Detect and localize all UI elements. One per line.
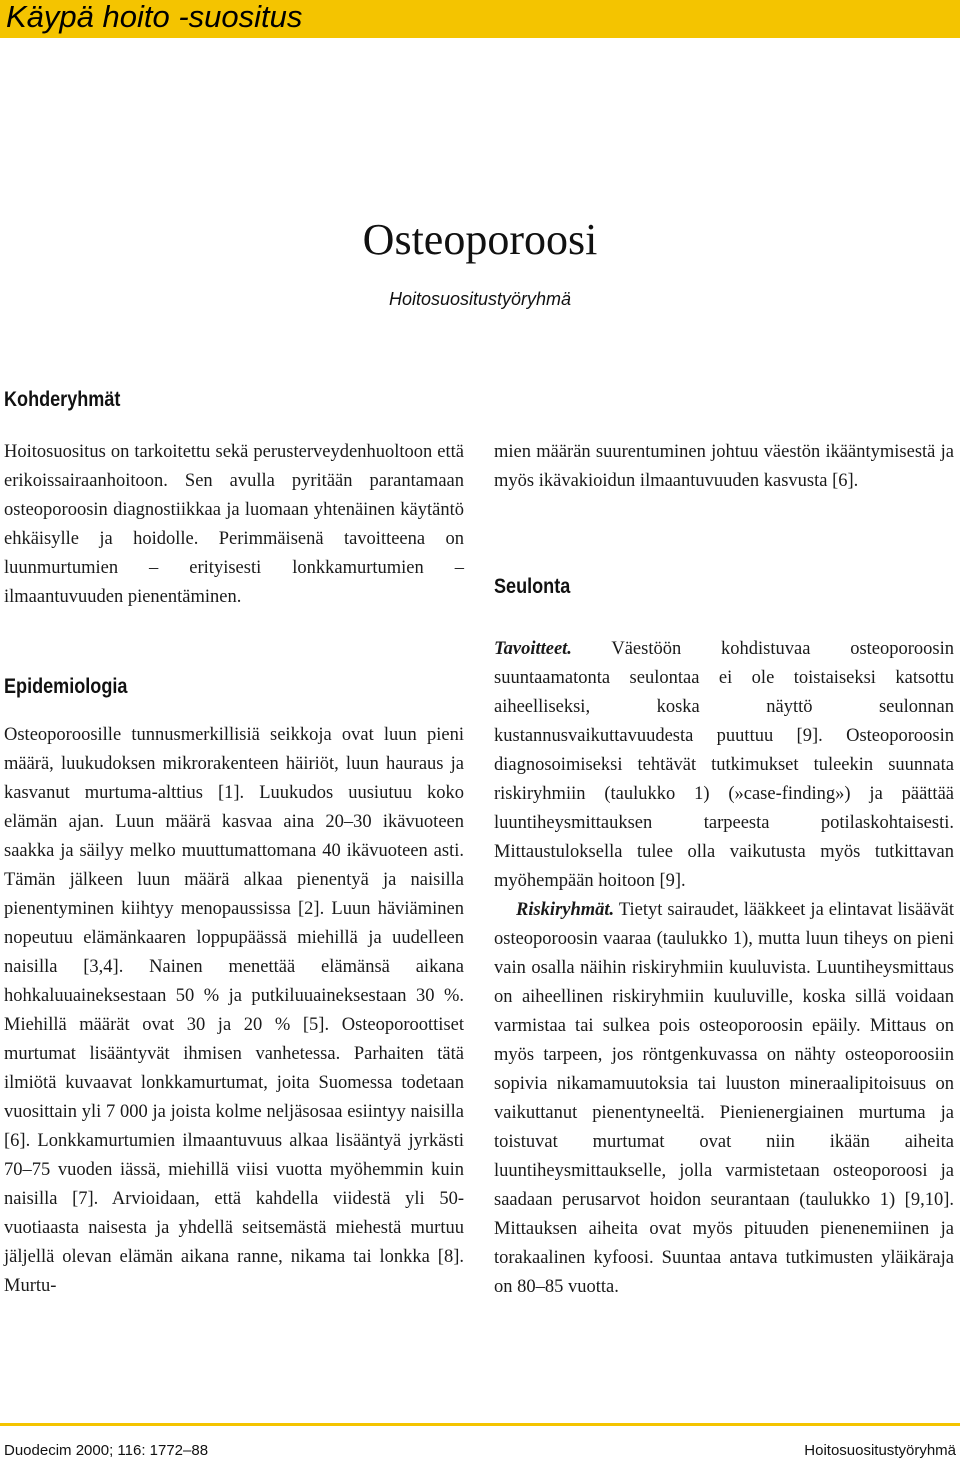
riskiryhmat-label: Riskiryhmät. xyxy=(516,900,615,920)
article-author: Hoitosuositustyöryhmä xyxy=(388,289,572,309)
heading-seulonta: Seulonta xyxy=(494,575,571,598)
kohderyhmat-paragraph: Hoitosuositus on tarkoitettu sekä perusterveydenhuoltoon että erikoissairaanhoitoon. Sen avulla pyritään parantamaan osteoporoosin diagnostiikkaa ja luomaan yhtenäinen käytäntö ehkäisylle ja hoidolle. Perimmäisenä tavoitteena on luunmurtumien – erityisesti lonkkamurtumien – ilmaantuvuuden pienentäminen. xyxy=(4,442,464,607)
tavoitteet-paragraph xyxy=(494,635,954,896)
tavoitteet-text: Väestöön kohdistuvaa osteoporoosin suuntaamatonta seulontaa ei ole toistaiseksi katsottu aiheelliseksi, koska näyttö seulonnan kustannusvaikuttavuudesta puuttuu [9]. Osteoporoosin diagnosoimiseksi tehtävät tutkimukset tuleekin suunnata riskiryhmiin (taulukko 1) (»case-finding») ja päättää luuntiheysmittauksen tarpeesta potilaskohtaisesti. Mittaustuloksella tulee olla vaikutusta myös tutkittavan myöhempään hoitoon [9]. xyxy=(494,639,954,891)
article-title: Osteoporoosi xyxy=(362,215,598,264)
series-title: Käypä hoito -suositus xyxy=(6,0,303,34)
right-column xyxy=(494,438,954,1297)
tavoitteet-label: Tavoitteet. xyxy=(494,639,572,659)
epidemiologia-continuation: mien määrän suurentuminen johtuu väestön ikääntymisestä ja myös ikävakioidun ilmaantuvuuden kasvusta [6]. xyxy=(494,442,954,491)
seulonta-body xyxy=(494,635,954,1302)
footer-citation: Duodecim 2000; 116: 1772–88 xyxy=(4,1442,209,1459)
riskiryhmat-paragraph xyxy=(494,896,954,1302)
footer-author: Hoitosuositustyöryhmä xyxy=(804,1442,956,1459)
footer-rule xyxy=(0,1423,960,1426)
epidemiologia-paragraph: Osteoporoosille tunnusmerkillisiä seikkoja ovat luun pieni määrä, luukudoksen mikrorakenteen häiriöt, luun hauraus ja kasvanut murtuma-alttius [1]. Luukudos uusiutuu koko elämän ajan. Luun määrä kasvaa aina 20–30 ikävuoteen saakka ja säilyy melko muuttumattomana 40 ikävuoteen asti. Tämän jälkeen luun määrä alkaa pienentyä ja naisilla pienentyminen kiihtyy menopaussissa [2]. Luun häviäminen nopeutuu elämänkaaren loppupäässä miehillä ja uudelleen naisilla [3,4]. Nainen menettää elämänsä aikana hohkaluuaineksestaan 50 % ja putkiluuaineksestaan 30 %. Miehillä määrät ovat 30 ja 20 % [5]. Osteoporoottiset murtumat lisääntyvät ihmisen vanhetessa. Parhaiten tätä ilmiötä kuvaavat lonkkamurtumat, joita Suomessa todetaan vuosittain yli 7 000 ja joista kolme neljäsosaa esiintyy naisilla [6]. Lonkkamurtumien ilmaantuvuus alkaa lisääntyä jyrkästi 70–75 vuoden iässä, miehillä viisi vuotta myöhemmin kuin naisilla [7]. Arvioidaan, että kahdella viidestä yli 50-vuotiaasta naisesta ja yhdellä seitsemästä miehestä murtuu jäljellä olevan elämän aikana ranne, nikama tai lonkka [8]. Murtu- xyxy=(4,725,464,1296)
riskiryhmat-text: Tietyt sairaudet, lääkkeet ja elintavat lisäävät osteoporoosin vaaraa (taulukko 1), mutta luun tiheys on pieni vain osalla näihin riskiryhmiin kuuluvista. Luuntiheysmittaus on aiheellinen riskiryhmiin kuuluville, koska sillä voidaan varmistaa tai sulkea pois osteoporoosin epäily. Mittaus on myös tarpeen, jos röntgenkuvassa on nähty osteoporoosiin sopivia nikamamuutoksia tai luuston mineraalipitoisuus on vaikuttanut pienentyneeltä. Pienienergiainen murtuma ja toistuvat murtumat ovat niin ikään aiheita luuntiheysmittaukselle, jolla varmistetaan osteoporoosi ja saadaan perusarvot hoidon seurantaan (taulukko 1) [9,10]. Mittauksen aiheita ovat myös pituuden pienenemiinen ja torakaalinen kyfoosi. Suuntaa antava tutkimusten yläikäraja on 80–85 vuotta. xyxy=(494,900,954,1297)
heading-epidemiologia: Epidemiologia xyxy=(4,675,128,698)
heading-kohderyhmat: Kohderyhmät xyxy=(4,388,121,411)
header-bar xyxy=(0,0,960,38)
